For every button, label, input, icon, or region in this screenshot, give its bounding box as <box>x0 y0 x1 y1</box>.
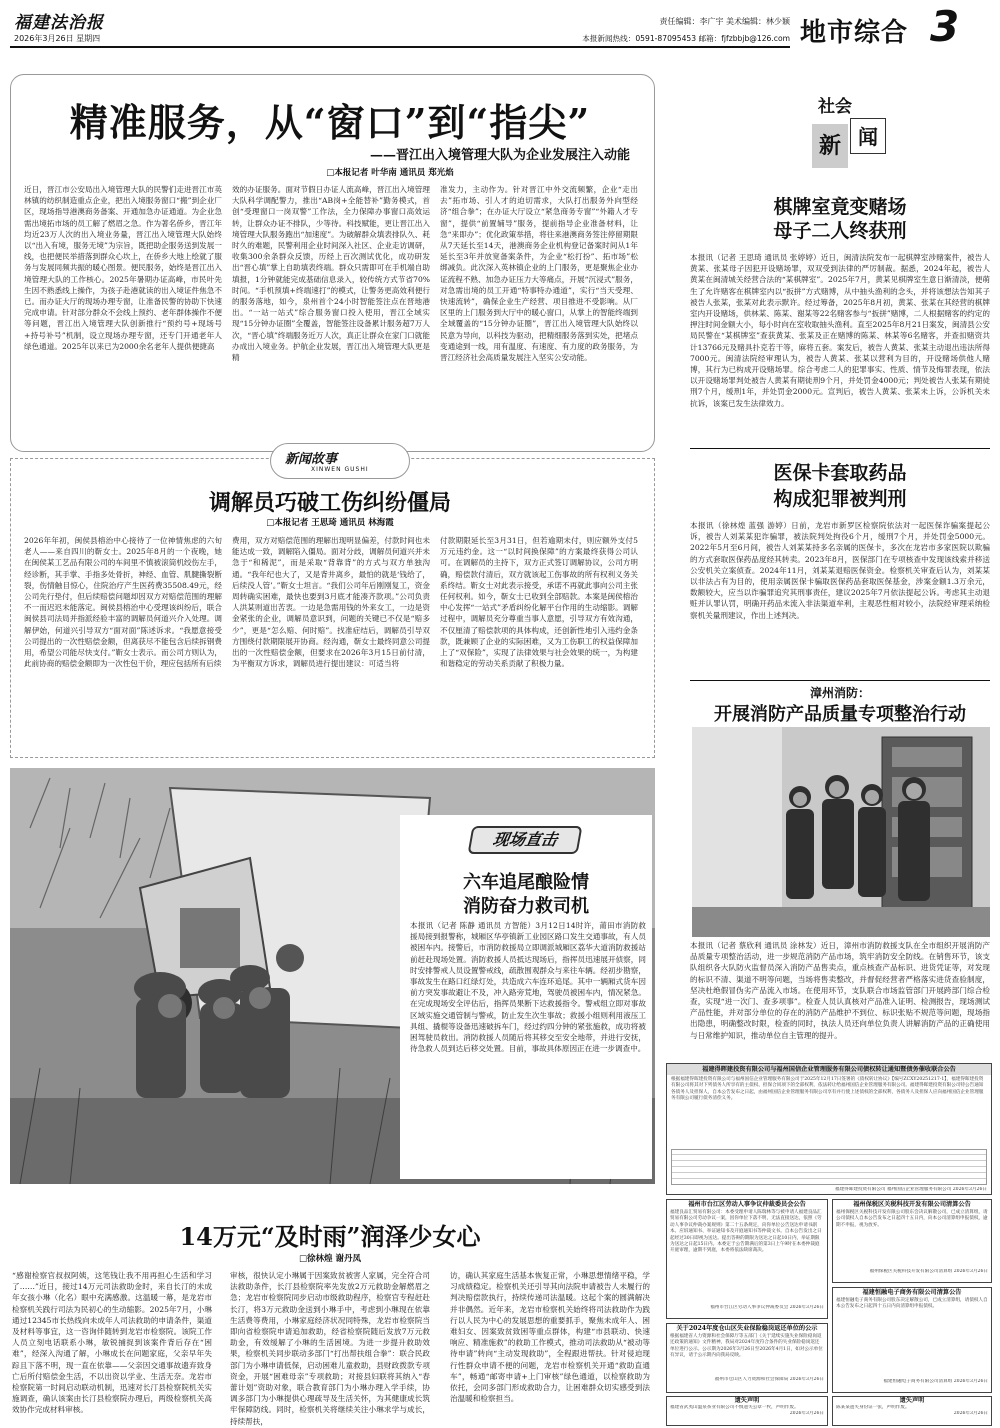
notice-6 <box>666 1396 828 1426</box>
art3-kicker: 漳州消防： <box>809 686 870 700</box>
lead-byline: □本报记者 叶华南 通讯员 郑光焰 <box>326 168 454 178</box>
story-col2: 费用，双方对赔偿范围的理解出现明显偏差，付款时间也未能达成一致，调解陷入僵局。面对分歧，调解员何道兴并未急于“和稀泥”，而是采取“背靠背”的方式与双方单独沟通。“我年纪也大了，又是背井离乡，最怕的就是‘钱给了，后续没人管’。”靳女士坦言。“我们公司年后刚刚复工，资金周转确实困难，最快也要到3月底才能凑齐款项。”公司负责人洪某则道出苦衷。一边是急需用钱的外来女工，一边是资金紧张的企业，调解员意识到，问题的关键已不仅是“赔多少”，更是“怎么赔、何时赔”。找准症结后，调解员引导双方围绕付款期限展开协商。经沟通，靳女士最终同意公司提出的一次性赔偿金额，但要求在2026年3月15日前付清，为平衡双方诉求，调解员进行提出建议：可适当将 <box>232 536 430 669</box>
notice-6-title: 遗失声明 <box>734 1397 760 1404</box>
fire-inspection-photo <box>692 727 990 937</box>
lead-col3: 准发力，主动作为。针对晋江中外交流频繁，企业“走出去”拓市场、引人才的迫切需求，大队打出服务外向型经济“组合拳”；在办证大厅设立“紧急商务专窗”“外籍人才专窗”，提供“前置辅导”服务，提前指导企业准备材料，让急“来即办”；优化政策举措，将往来港澳商务签注停留期限从7天延长至14天，港澳商务企业机构登记备案时间从1年延长至3年并放宽备案条件，为企业“松打扮”、拓市场”松绑减负。此次深入英林镇企业的上门服务，更是聚焦企业办证流程不熟、加急办证压力大等痛点，开展“沉浸式”服务，对急需出境的员工开通“特事特办通道”，实行“当天受理、快速流转”，确保企业生产经营、项目推进不受影响。从厂区里的上门服务到大厅中的暖心窗口，从掌上的智能终端到全域覆盖的“15分钟办证圈”，晋江出入境管理大队始终以民意为导向，以科技为驱动，把精细服务落到实处，把堵点变通途到一线，用有温度、有速度、有力度的政务服务，为晋江经济社会高质量发展注入坚实公安动能。 <box>440 185 638 363</box>
hotline-line: 本报新闻热线：0591-87095453 邮箱：fjfzbbjb@126.com <box>582 34 790 43</box>
notice-3-text: 福州保税区关税科技开发有限公司股东会决议解散公司，已成立清算组，请公司债权人自本公告发布之日起四十五日内，向本公司清算组申报债权，逾期不申报，视为放弃。 <box>836 1210 988 1228</box>
scene-label: 现场直击 <box>468 826 583 854</box>
editors-line: 责任编辑：李广宇 美术编辑：林少颖 <box>659 17 790 26</box>
bottom-col3: 访，确认其家庭生活基本恢复正常，小琳思想情绪平稳，学习成绩稳定。检察机关还引导其向法院申请被告人未履行的判决赔偿款执行，持续传递司法温暖。这起个案的圆满解决并非偶然。近年来，龙岩市检察机关始终将司法救助作为践行以人民为中心的发展思想的重要抓手，聚焦未成年人、困难妇女、因案致贫致困等重点群体，构建“市县联动、快速响应、精准施救”的救助工作模式，推动司法救助从“被动等待申请”转向“主动发现救助”，全程跟进帮扶。针对侵迫现行性群众申请不便的问题，龙岩市检察机关开通“救助直通车”，畅通“邮寄申请+上门审核”绿色通道，以检察救助为依托，会同多部门形成救助合力，让困难群众切实感受到法治温暖和检察担当。 <box>450 1271 650 1404</box>
notice-4-text: 根据福建省人力资源和社会保障厅等五部门《关于延续实施失业保险稳岗返还政策的通知》文件精神，我局对2024年度符合条件的失业保险稳岗返还单位进行公示。公示期为2026年3月26日至2026年4月1日，如对公示单位有异议，请于公示期内向我局反映。 <box>670 1334 823 1359</box>
notice-7-foot: 2026年3月26日 <box>953 1411 988 1417</box>
notice-7-title: 遗失声明 <box>899 1397 925 1404</box>
art2-headline-line2: 构成犯罪被判刑 <box>773 488 907 510</box>
notice-7-text: 陈某某遗失身份证一张，声明作废。 <box>836 1405 910 1410</box>
story-byline: □本报记者 王思琦 通讯员 林海霞 <box>266 518 394 528</box>
scene-text: 本报讯（记者 陈静 通讯员 方智能）3月12日14时许，莆田市消防救援局接到报警称，城厢区华亭镇新工业园区路口发生交通事故，有人员被困车内。接警后，市消防救援局立即调派城厢区荔华大道消防救援站前赶赴现场处置。消防救援人员抵达现场后，指挥员迅速展开侦察，同时安排警戒人员设置警戒线，疏散围观群众与来往车辆。经初步勘察，事故发生在路口红绿灯处，共造成六车连环追尾。其中一辆厢式货车因前方突发事故避让不及，冲入路旁荒地，驾驶员被困车内，情况紧急。在完成现场安全评估后，指挥员果断下达救援指令。警戒组立即对事故区域实施交通管制与警戒，防止发生次生事故；救援小组则利用液压工具组、撬棍等设备迅速破拆车门，经过约四分钟的紧张施救，成功将被困驾驶员救出。消防救援人员随后将其移交至安全地带，并进行安抚，待急救人员到达后移交处置。目前，事故具体原因正在进一步调查中。 <box>410 921 646 1054</box>
scene-headline-line2: 消防奋力救司机 <box>463 896 589 917</box>
notice-5-foot: 福建恒融电子商务有限公司清算组 2026年3月26日 <box>883 1379 988 1384</box>
bottom-headline: 14万元“及时雨”润泽少女心 <box>179 1222 481 1251</box>
art2-text: 本报讯（徐林煌 蓝强 游婷）日前，龙岩市新罗区检察院依法对一起医保诈骗案提起公诉，被告人刘某某犯诈骗罪，被法院判处拘役6个月，缓刑7个月，并处罚金5000元。2022年5月至6月间，被告人刘某某持多名亲属的医保卡，多次在龙岩市多家医院以欺骗的方式套取医保药品度经其转卖。2023年8月，医保部门在专项核查中发现该线索并移送公安机关立案侦查。2024年11月，刘某某退赔医保资金。检察机关审查后认为，刘某某以非法占有为目的，使用亲属医保卡骗取医保药品套取医保基金，涉案金额1.3万余元，数额较大，应当以诈骗罪追究其刑事责任，建议2025年7月依法提起公诉。考虑其主动退赃并认罪认罚，明确开药品未流入非法渠道牟利，主观恶性相对较小，法院经审理采纳检察机关量刑建议，作出上述判决。 <box>690 521 990 620</box>
notice-6-text: 福建省武夷山温泉茶业有限公司不慎遗失公章一枚，声明作废。 <box>670 1405 799 1410</box>
art3-headline: 开展消防产品质量专项整治行动 <box>714 704 966 725</box>
art3-text: 本报讯（记者 蔡欣利 通讯员 涂林发）近日，漳州市消防救援支队在全市组织开展消防产品质量专项整治活动，进一步规范消防产品市场，筑牢消防安全防线。在销售环节，该支队组织各大队防火监督员深入消防产品售卖点，重点核查产品标识、进货凭证等，对发现的标识不清、渠道不明等问题，当场将售卖整改，并督促经营者严格落实进货查验制度，坚决杜绝假冒伪劣产品流入市场。在使用环节，支队联合市场监管部门开展跨部门综合检查，实现“进一次门、查多项事”。检查人员认真核对产品准入证明、检测报告，现场测试产品性能，并对部分单位的存在的消防产品维护不到位、标识张贴不规范等问题，现场指出隐患，明确整改时限，检查的同时，执法人员还向单位负责人讲解消防产品的正确使用与日常维护知识，推动单位自主管理的提升。 <box>690 941 990 1040</box>
page-number: 3 <box>930 2 960 51</box>
story-label-pinyin: XINWEN GUSHI <box>311 466 369 473</box>
story-col1: 2026年年初，闽侯县榕治中心接待了一位神情焦虑的六旬老人——来自四川的靳女士。2025年8月的一个夜晚，她在闽侯某工艺品有限公司的车间里不慎被滚筒机绞伤左手，经诊断，其手掌、手指多处骨折，神经、血管、肌腱撕裂断裂，伤情触目惊心，住院治疗产生医药费35508.49元，经公司先行垫付，但后续赔偿问题却因双方对赔偿范围的理解不一而迟迟未能落定。闽侯县榕治中心受理该纠纷后，联合闽侯县司法局并指派经验丰富的调解员何道兴介入处理。调解伊始，何道兴引导双方“面对面”陈述诉求。“我愿意接受公司提出的一次性赔偿金额，但离获尽不能包含后续拆钢费用，希望公司能尽快支付。”靳女士表示。而公司方则认为，此前协商的赔偿金额即为一次性包干价，理应包括所有后续 <box>24 536 222 669</box>
notice-6-foot: 2026年3月26日 <box>789 1411 824 1417</box>
section-title: 地市综合 <box>800 18 909 48</box>
lead-subheadline: ——晋江出入境管理大队为企业发展注入动能 <box>369 148 630 163</box>
art1-headline-line2: 母子二人终获刑 <box>773 220 907 242</box>
sidebar-divider-1 <box>690 448 990 449</box>
notice-3-foot: 福州保税区关税科技开发有限公司清算组 2026年3月26日 <box>869 1269 988 1274</box>
notice-3 <box>832 1199 992 1283</box>
lead-col2: 效的办证服务。面对节假日办证人流高峰，晋江出入境管理大队科学调配警力，推出“AB岗+全能替补”勤务模式，首创“受理窗口一岗双警”工作法，全力保障办事窗口高效运转，让群众办证不排队，少等待。科技赋能，更让晋江出入境管理大队服务跑出“加速度”。为破解群众填表排队久、耗时久的难题，民警利用企业时间深入社区、企业走访调研，收集300余条群众反馈，历经上百次测试优化，成功研发出“晋心填”掌上自助填表终端。群众只需即可在手机端自助填报，1分钟就能完成基础信息录入，较传统方式节省70%时间。“手机预填+终端速打”的模式，让警务更高效利便行的服务落地，如今，泉州首个24小时智能签注点在晋地港出。“一站一站式”综合服务窗口投入使用，晋江全域实现“15分钟办证圈”全覆盖，智能签注设备累计服务超7万人次，“晋心填”终端服务近万人次，真正让群众在家门口就能办成出入境业务。护航企业发展，晋江出入境管理大队更是精 <box>232 185 430 363</box>
bottom-col1: “感谢检察官叔叔阿姨，这笔钱让我不用再担心生活和学习了……”近日，接过14万元司法救助金时，来自长汀的未成年女孩小琳（化名）眼中充满感激。这温暖一幕，是龙岩市检察机关践行司法为民初心的生动缩影。2025年7月，小琳通过12345市长热线向未成年人司法救助的申请条件，渠道及材料等事宜，这一咨询伴随转到龙岩市检察院。该院工作人员立刻电话联系小琳，敏锐捕捉到该案件背后存在“困难”，经深入沟通了解，小琳成长在问题家庭，父亲早年失踪且下落不明，现一直在依靠——父亲因交通事故遗弃致身亡后所付赔偿金生活，不以出资以学业、生活无奈。龙岩市检察院第一时间启动联动机制，迅速对长汀县检察院机关实施调查，确认该案由长汀县检察院办理后，两级检察机关高效协作完成材料审核。 <box>12 1271 212 1415</box>
story-headline: 调解员巧破工伤纠纷僵局 <box>208 490 451 516</box>
bottom-col2: 审核，很快认定小琳属于因案致贫被害人家属，完全符合司法救助条件，长汀县检察院率先发放2万元救助金解燃眉之急；龙岩市检察院同步启动市级救助程序，检察官专程赶赴长汀，将3万元救助金送到小琳手中，考虑到小琳现在依靠生活费等费用，小琳家庭经济状况同特殊，龙岩市检察院当即向省检察院申请追加救助，经省检察院随后发放7万元救助金，有效缓解了小琳的生活困境。为进一步提升救助效果，检察机关同步联动多部门“打出帮扶组合拳”：联合民政部门为小琳申请低保，启动困难儿童救助，县财政拨款专项资金，开展“困难母亲”专项救助；对接县妇联将其纳入“春蕾计划”资助对象，联合教育部门为小琳办理入学手续，协调多部门为小琳提供心理疏导及生活关怀，为其健康成长筑牢保障防线。同时，检察机关将继续关注小琳求学与成长，持续帮扶， <box>230 1271 430 1426</box>
notice-2-text: 福建良品汇贸易有限公司：本委受理申请人陈瑞林等与被申请人福建良品汇贸易有限公司劳动争议一案，因你单位下落不明，无法直接送达，依照《劳动人事争议仲裁办案规则》第二十五条规定，向你单位公告送达申请书副本、应诉通知书、举证通知书及开庭通知书等仲裁文书。自本公告发出之日起经过30日即视为送达。提出答辩的期限为送达之日起10日内，举证期限为送达之日起15日内。本委定于公告期满后的第3日上午9时在本委仲裁庭开庭审理，逾期不到庭，本委将依法缺席裁决。 <box>670 1210 822 1254</box>
notice-2 <box>666 1199 828 1319</box>
sidebar-section-char1: 新 <box>812 124 848 168</box>
lead-headline: 精准服务，从“窗口”到“指尖” <box>69 100 591 145</box>
story-label-badge <box>270 443 410 479</box>
masthead-rule <box>10 46 790 48</box>
notice-5 <box>832 1287 992 1393</box>
story-label: 新闻故事 <box>285 452 338 467</box>
notice-2-foot: 福州市台江区劳动人事争议仲裁委员会 2026年3月26日 <box>710 1305 824 1310</box>
story-col3: 付款期限延长至3月31日，但若逾期未付，则应额外支付5万元违约金。这一“以时间换保障”的方案最终获得公司认可。在调解员的主持下，双方正式签订调解协议，公司方明确，赔偿款付清后，双方就该起工伤事故的所有权利义务关系终结。靳女士对此表示接受，承诺不再就此事向公司主张任何权利。如今，靳女士已收到全部赔款。本案是闽侯榕治中心发挥“一站式”矛盾纠纷化解平台作用的生动缩影。调解过程中，调解员充分尊重当事人意愿，引导双方有效沟通，不仅厘清了赔偿款项的具体构成，还创新性地引入违约金条款，既兼顾了企业的实际困难，又为工伤职工的权益保障加上了“双保险”，实现了法律效果与社会效果的统一，为构建和谐稳定的劳动关系贡献了积极力量。 <box>440 536 638 669</box>
notice-1-foot: 福建得晖建投资有限公司 福州国信企业管理服务有限公司 2026年3月26日 <box>834 1187 987 1192</box>
notice-1 <box>666 1063 992 1195</box>
notice-1-title: 福建得晖建投资有限公司与福州国信企业管理服务有限公司债权转让通知暨债务催收联合公告 <box>667 1064 991 1075</box>
notice-1-text: 根据福建得晖建投资有限公司与福州国信企业管理服务有限公司于2025年12月17日签署的《债权转让协议》【编号ZCXY20251217-1】，福建得晖建投资有限公司将其对下列债务人所享有的主债权、担保合同项下的全部权利，依法转让给福州国信企业管理服务有限公司。福建得晖建投资有限公司特公告通知各债务人及担保人，自本公告发布之日起，由福州国信企业管理服务有限公司享有并行使上述债权的全部权利，各债务人及担保人应向福州国信企业管理服务有限公司履行债务清偿义务。 <box>671 1077 984 1102</box>
notice-7 <box>832 1396 992 1426</box>
notice-5-title: 福建恒融电子商务有限公司清算公告 <box>862 1289 962 1296</box>
art1-headline-line1: 棋牌室竟变赌场 <box>773 196 907 218</box>
sidebar-divider-2 <box>690 680 990 681</box>
notice-1-table <box>671 1149 987 1185</box>
scene-headline-line1: 六车追尾酿险情 <box>463 872 589 893</box>
notice-2-title: 福州市台江区劳动人事争议仲裁委员会公告 <box>688 1201 806 1208</box>
art1-text: 本报讯（记者 王思琦 通讯员 张婷婷）近日，闽清法院发布一起棋牌室涉赌案件，被告人黄某、张某母子因犯开设赌场罪，双双受到法律的严厉制裁。据悉，2024年起，被告人黄某在闽清城关经营合法的“某棋牌室”。2025年7月，黄某见棋牌室生意日渐清淡，便萌生了允许赌客在棋牌室内以“扳拼”方式赌博，从中抽头渔利的念头，并将该想法告知其子被告人张某，张某对此表示默许。经过筹备，2025年8月初，黄某、张某在其经营的棋牌室内开设赌场，供林某、陈某、谢某等22名赌客参与“扳拼”赌博，二人根据赌客的约定的押注时间金额大小，每小时向在室收取抽头渔利。直至2025年8月21日案发，闽清县公安局民警在“某棋牌室”查获黄某、张某及正在赌博的陈某、林某等6名赌客，并查扣赌资共计13766元及赌具扑克若干等，麻将五套。案发后，被告人黄某、张某主动退出违法所得7000元。闽清法院经审理认为，被告人黄某、张某以营利为目的，开设赌场供他人赌博，其行为已构成开设赌场罪。综合考虑二人的犯罪事实、性质、情节及悔罪表现，依法以开设赌场罪判处被告人黄某有期徒刑9个月，并处罚金4000元；判处被告人张某有期徒刑7个月，缓刑1年，并处罚金2000元。宣判后，被告人黄某、张某未上诉，公诉机关未抗诉，该案已发生法律效力。 <box>690 253 990 408</box>
bottom-byline: □徐林煌 谢丹凤 <box>299 1254 361 1264</box>
sidebar-section-char2: 闻 <box>850 118 886 154</box>
issue-date: 2026年3月26日 星期四 <box>14 34 101 43</box>
sidebar-section-small: 社会 <box>818 97 852 117</box>
notice-3-title: 福州保税区关税科技开发有限公司清算公告 <box>853 1201 971 1208</box>
notice-4-foot: 福州市仓山区人力资源和社会保障局 2026年3月26日 <box>714 1377 824 1382</box>
art2-headline-line1: 医保卡套取药品 <box>773 462 907 484</box>
paper-name: 福建法治报 <box>14 13 104 33</box>
notice-4 <box>666 1323 828 1393</box>
lead-col1: 近日，晋江市公安局出入境管理大队的民警们走进晋江市英林镇的纺织制造重点企业，把出入境服务窗口“搬”到企业厂区，现场指导港澳商务备案、开通加急办证通道。为企业急需出境拓市场的员工解了燃眉之急。作为著名侨乡，晋江年均近23万人次的出入境业务量，晋江出入境管理大队始终以“出入有境，服务无境”为宗旨，既把助企服务送到发展一线，也把便民举措落到群众心坎上，在侨乡大地上绘就了服务与发展同频共振的暖心图景。便民服务，始终是晋江出入境管理大队的工作核心。2025年暑期办证高峰，市民叶先生因不熟悉线上操作，为孩子赴港就读的出入境证件焦急不已。而办证大厅的现场办理专窗，让准备民警的协助下快速完成申请。针对部分群众不会线上预约、老年群体操作不便等问题，晋江出入境管理大队创新推行“预约号+现场号+持号补号”机制，设立现场办理专窗，还专门开通老年人绿色通道。2025年以来已为2000余名老年人提供便捷高 <box>24 185 222 351</box>
notice-4-title: 关于2024年度仓山区失业保险稳岗返还单位的公示 <box>676 1325 818 1332</box>
notice-5-text: 福建恒融电子商务有限公司股东决定解散公司，已成立清算组，请债权人自本公告发布之日起四十五日内向清算组申报债权。 <box>836 1298 988 1310</box>
